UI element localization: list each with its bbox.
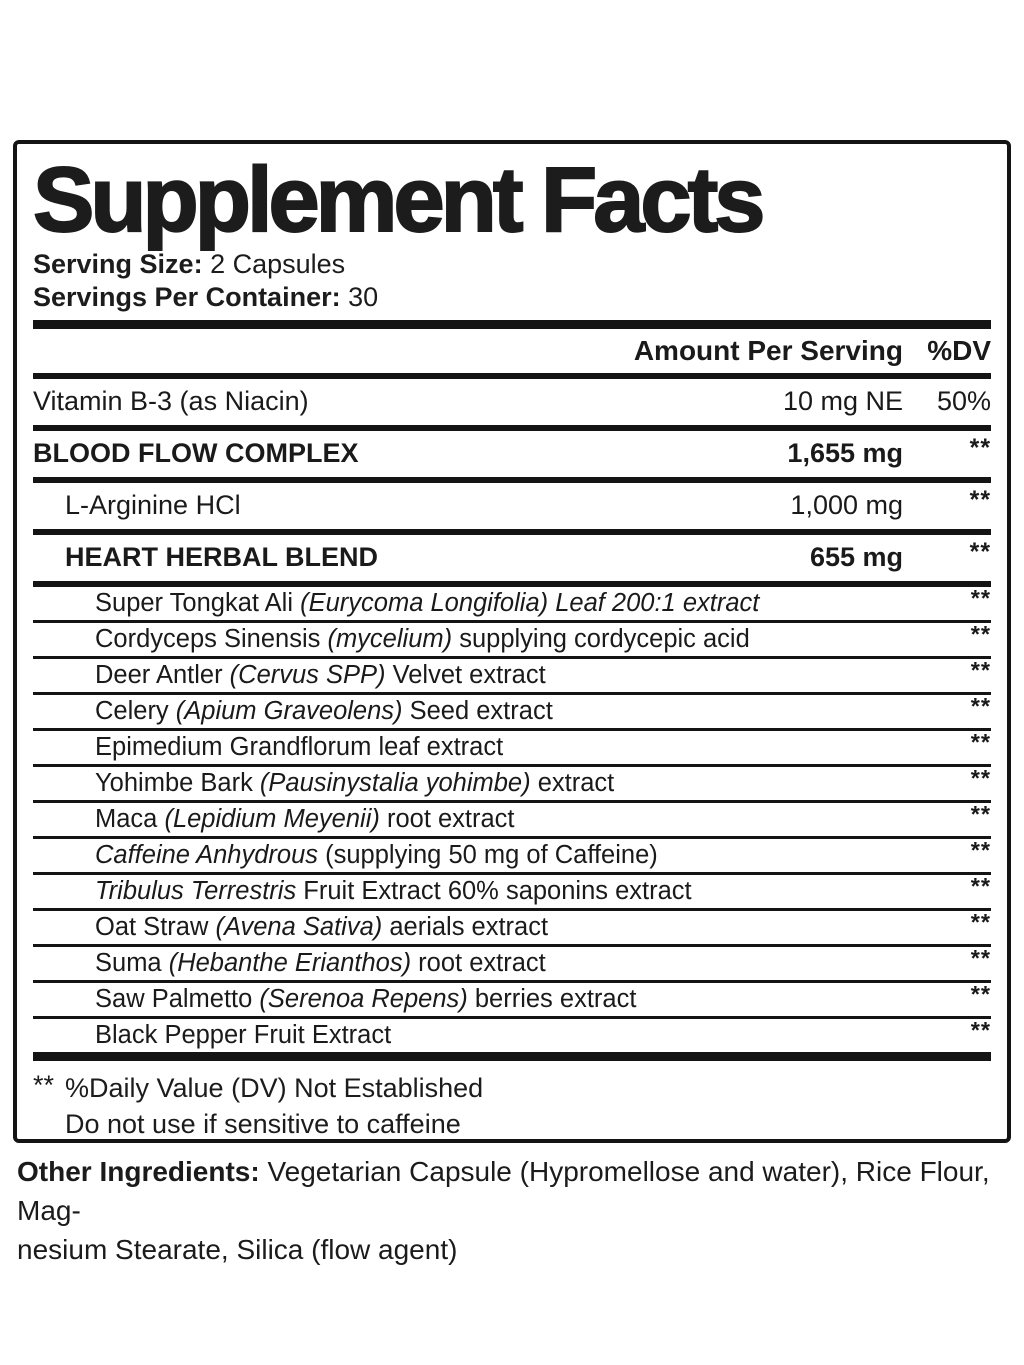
servings-per-container-line bbox=[33, 281, 991, 314]
ingredient-dv: ** bbox=[970, 620, 991, 647]
ingredient-dv: ** bbox=[970, 656, 991, 683]
ingredient-name: Vitamin B-3 (as Niacin) bbox=[33, 386, 309, 417]
ingredient-row bbox=[33, 980, 991, 1016]
other-ingredients-label: Other Ingredients: bbox=[17, 1156, 260, 1187]
amount-per-serving-header: Amount Per Serving bbox=[633, 334, 903, 366]
panel-content bbox=[17, 144, 1007, 1142]
ingredient-row bbox=[33, 728, 991, 764]
footnote-dv-text: %Daily Value (DV) Not Established bbox=[65, 1072, 484, 1103]
ingredient-dv: 50% bbox=[936, 386, 991, 417]
ingredient-name: Yohimbe Bark (Pausinystalia yohimbe) extract bbox=[95, 768, 615, 797]
ingredient-dv: ** bbox=[970, 800, 991, 827]
ingredient-dv: ** bbox=[970, 584, 991, 611]
ingredient-dv: ** bbox=[970, 836, 991, 863]
ingredient-name: Epimedium Grandflorum leaf extract bbox=[95, 732, 504, 761]
serving-size-value: 2 Capsules bbox=[210, 248, 346, 279]
ingredient-row bbox=[33, 764, 991, 800]
ingredient-name: Oat Straw (Avena Sativa) aerials extract bbox=[95, 912, 549, 941]
ingredient-row bbox=[33, 379, 991, 425]
ingredient-dv: ** bbox=[969, 486, 991, 514]
ingredient-dv: ** bbox=[970, 944, 991, 971]
ingredient-dv: ** bbox=[969, 538, 991, 566]
other-ingredients-line1: Vegetarian Capsule (Hypromellose and water), Rice Flour, Mag- bbox=[17, 1156, 990, 1226]
dv-header: %DV bbox=[927, 334, 991, 366]
ingredient-row bbox=[33, 944, 991, 980]
ingredient-row bbox=[33, 656, 991, 692]
ingredient-row bbox=[33, 483, 991, 529]
serving-size-label: Serving Size: bbox=[33, 248, 203, 279]
ingredient-dv: ** bbox=[970, 908, 991, 935]
ingredient-row bbox=[33, 692, 991, 728]
servings-per-container-label: Servings Per Container: bbox=[33, 281, 341, 312]
serving-size-line bbox=[33, 248, 991, 281]
ingredient-dv: ** bbox=[970, 728, 991, 755]
ingredient-dv: ** bbox=[970, 692, 991, 719]
ingredient-row bbox=[33, 431, 991, 477]
panel-title: Supplement Facts bbox=[33, 149, 762, 251]
separator-thick-bottom bbox=[33, 1052, 991, 1061]
footnotes bbox=[33, 1061, 991, 1142]
footnote-asterisks: ** bbox=[33, 1069, 55, 1100]
ingredient-row bbox=[33, 1016, 991, 1052]
ingredient-name: Caffeine Anhydrous (supplying 50 mg of Caffeine) bbox=[95, 840, 658, 869]
ingredient-row bbox=[33, 584, 991, 620]
ingredient-name: BLOOD FLOW COMPLEX bbox=[33, 438, 359, 469]
ingredient-name: Maca (Lepidium Meyenii) root extract bbox=[95, 804, 515, 833]
ingredient-row bbox=[33, 535, 991, 581]
ingredient-dv: ** bbox=[970, 872, 991, 899]
column-header-row bbox=[33, 329, 991, 373]
ingredient-amount: 10 mg NE bbox=[782, 386, 903, 417]
supplement-facts-panel bbox=[13, 140, 1011, 1143]
ingredient-row bbox=[33, 872, 991, 908]
ingredient-name: L-Arginine HCl bbox=[65, 490, 241, 521]
footnote-caffeine-line: Do not use if sensitive to caffeine bbox=[65, 1108, 461, 1139]
other-ingredients-line2: nesium Stearate, Silica (flow agent) bbox=[17, 1234, 458, 1265]
other-ingredients bbox=[17, 1152, 1011, 1269]
ingredient-name: Suma (Hebanthe Erianthos) root extract bbox=[95, 948, 546, 977]
footnote-dv-line bbox=[33, 1070, 991, 1106]
ingredient-name: HEART HERBAL BLEND bbox=[65, 542, 379, 573]
ingredient-amount: 655 mg bbox=[809, 542, 903, 573]
separator-thick-top bbox=[33, 320, 991, 329]
ingredient-name: Cordyceps Sinensis (mycelium) supplying cordycepic acid bbox=[95, 624, 750, 653]
ingredient-rows bbox=[33, 379, 991, 1052]
ingredient-dv: ** bbox=[970, 764, 991, 791]
servings-per-container-value: 30 bbox=[348, 281, 379, 312]
ingredient-dv: ** bbox=[970, 1016, 991, 1043]
ingredient-name: Super Tongkat Ali (Eurycoma Longifolia) Leaf 200:1 extract bbox=[95, 588, 760, 617]
ingredient-name: Deer Antler (Cervus SPP) Velvet extract bbox=[95, 660, 546, 689]
ingredient-dv: ** bbox=[970, 980, 991, 1007]
ingredient-row bbox=[33, 836, 991, 872]
ingredient-amount: 1,000 mg bbox=[790, 490, 903, 521]
ingredient-row bbox=[33, 620, 991, 656]
ingredient-name: Saw Palmetto (Serenoa Repens) berries extract bbox=[95, 984, 637, 1013]
ingredient-name: Celery (Apium Graveolens) Seed extract bbox=[95, 696, 553, 725]
ingredient-name: Tribulus Terrestris Fruit Extract 60% saponins extract bbox=[95, 876, 692, 905]
ingredient-row bbox=[33, 800, 991, 836]
ingredient-amount: 1,655 mg bbox=[787, 438, 903, 469]
ingredient-dv: ** bbox=[969, 434, 991, 462]
ingredient-name: Black Pepper Fruit Extract bbox=[95, 1020, 392, 1049]
ingredient-row bbox=[33, 908, 991, 944]
